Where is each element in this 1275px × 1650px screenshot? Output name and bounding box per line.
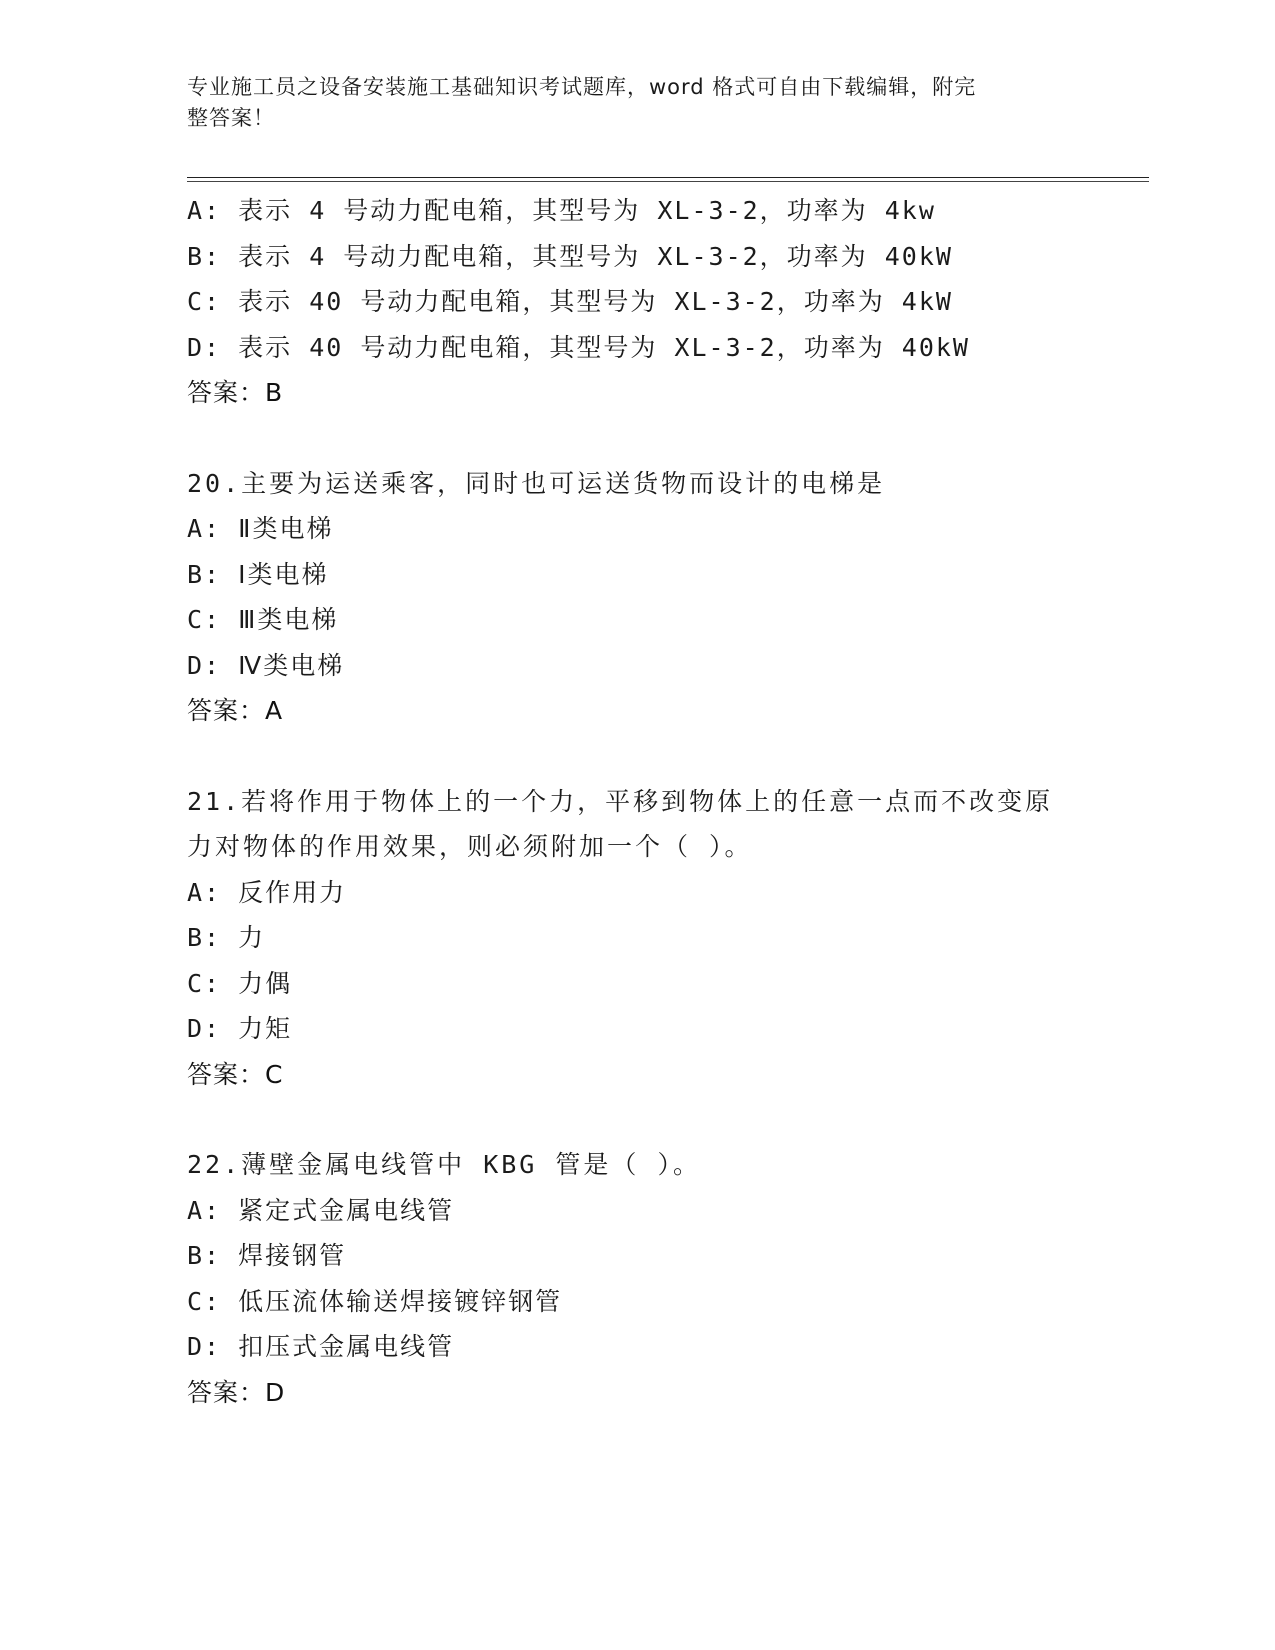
question-block-19 (187, 188, 1107, 416)
option-c: C: Ⅲ类电梯 (187, 605, 339, 634)
option-a: A: 表示 4 号动力配电箱，其型号为 XL-3-2，功率为 4kw (187, 196, 936, 225)
option-b: B: Ⅰ类电梯 (187, 559, 329, 589)
answer: 答案：C (187, 1059, 284, 1089)
header-line-1: 专业施工员之设备安装施工基础知识考试题库，word 格式可自由下载编辑，附完 (187, 75, 977, 99)
header-line-2: 整答案！ (187, 106, 275, 130)
option-d: D: 力矩 (187, 1014, 293, 1043)
option-b: B: 力 (187, 923, 266, 952)
option-d: D: 表示 40 号动力配电箱，其型号为 XL-3-2，功率为 40kW (187, 332, 970, 362)
header-divider-thick (187, 177, 1149, 178)
option-c: C: 力偶 (187, 968, 293, 998)
option-d: D: Ⅳ类电梯 (187, 650, 345, 680)
option-a: A: 反作用力 (187, 877, 347, 907)
option-c: C: 低压流体输送焊接镀锌钢管 (187, 1286, 563, 1316)
question-text-line-1: 21.若将作用于物体上的一个力，平移到物体上的任意一点而不改变原 (187, 786, 1054, 816)
option-a: A: Ⅱ类电梯 (187, 514, 334, 543)
question-text: 22.薄壁金属电线管中 KBG 管是（ ）。 (187, 1150, 701, 1179)
question-text: 20.主要为运送乘客，同时也可运送货物而设计的电梯是 (187, 468, 886, 498)
question-block-22 (187, 1142, 1107, 1415)
answer: 答案：A (187, 696, 284, 725)
question-block-21 (187, 779, 1107, 1098)
option-a: A: 紧定式金属电线管 (187, 1195, 455, 1225)
question-content (187, 188, 1107, 1415)
option-d: D: 扣压式金属电线管 (187, 1332, 455, 1361)
document-header (187, 72, 1067, 134)
option-b: B: 焊接钢管 (187, 1241, 347, 1270)
answer: 答案：D (187, 1377, 286, 1407)
option-c: C: 表示 40 号动力配电箱，其型号为 XL-3-2，功率为 4kW (187, 287, 953, 316)
answer: 答案：B (187, 378, 284, 407)
header-divider-thin (187, 181, 1149, 182)
question-text-line-2: 力对物体的作用效果，则必须附加一个（ ）。 (187, 832, 753, 861)
option-b: B: 表示 4 号动力配电箱，其型号为 XL-3-2，功率为 40kW (187, 241, 953, 271)
question-block-20 (187, 461, 1107, 734)
